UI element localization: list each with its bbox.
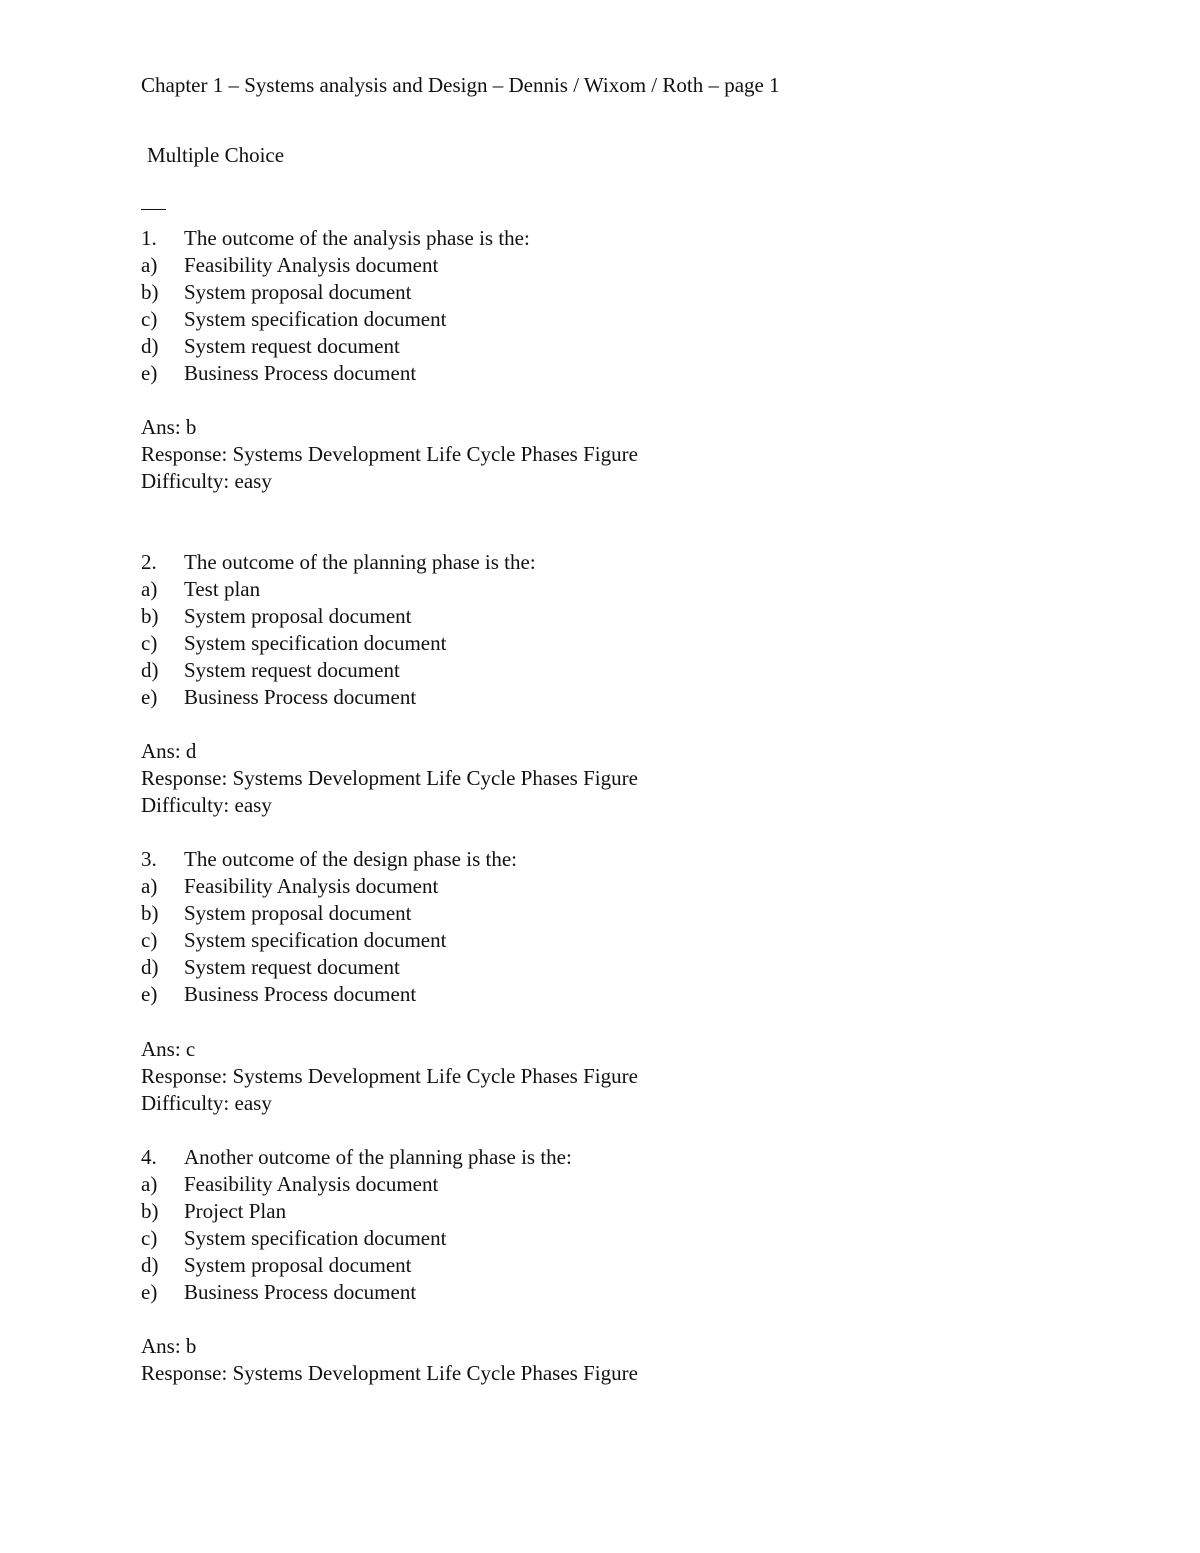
option-label: a) (141, 874, 158, 898)
question-text: The outcome of the analysis phase is the: (184, 226, 530, 250)
question-text: Another outcome of the planning phase is the: (184, 1145, 572, 1169)
option-text: Project Plan (184, 1199, 287, 1223)
option-label: b) (141, 901, 159, 925)
answer: Ans: b (141, 415, 197, 439)
option-label: c) (141, 1226, 158, 1250)
option-label: a) (141, 577, 158, 601)
option-text: Feasibility Analysis document (184, 253, 439, 277)
option-label: e) (141, 982, 158, 1006)
option-text: Business Process document (184, 361, 417, 385)
separator-rule (141, 209, 166, 210)
response: Response: Systems Development Life Cycle Phases Figure (141, 1064, 638, 1088)
question-number: 1. (141, 226, 157, 250)
question-text: The outcome of the design phase is the: (184, 847, 517, 871)
difficulty: Difficulty: easy (141, 469, 272, 493)
option-label: d) (141, 1253, 159, 1277)
option-text: System specification document (184, 631, 447, 655)
option-text: System request document (184, 658, 400, 682)
option-label: d) (141, 658, 159, 682)
option-text: Feasibility Analysis document (184, 1172, 439, 1196)
option-label: c) (141, 631, 158, 655)
section-title: Multiple Choice (147, 143, 285, 167)
question-text: The outcome of the planning phase is the: (184, 550, 536, 574)
option-text: System proposal document (184, 1253, 412, 1277)
option-label: a) (141, 1172, 158, 1196)
answer: Ans: d (141, 739, 197, 763)
response: Response: Systems Development Life Cycle Phases Figure (141, 766, 638, 790)
option-text: System specification document (184, 928, 447, 952)
option-text: Test plan (184, 577, 261, 601)
answer: Ans: c (141, 1037, 196, 1061)
option-label: b) (141, 280, 159, 304)
option-text: System proposal document (184, 280, 412, 304)
option-text: System specification document (184, 1226, 447, 1250)
answer: Ans: b (141, 1334, 197, 1358)
option-label: e) (141, 361, 158, 385)
option-text: Business Process document (184, 685, 417, 709)
question-number: 3. (141, 847, 157, 871)
option-text: System request document (184, 955, 400, 979)
option-text: Feasibility Analysis document (184, 874, 439, 898)
difficulty: Difficulty: easy (141, 1091, 272, 1115)
option-text: System request document (184, 334, 400, 358)
option-label: e) (141, 1280, 158, 1304)
option-text: Business Process document (184, 982, 417, 1006)
option-label: a) (141, 253, 158, 277)
question-number: 2. (141, 550, 157, 574)
response: Response: Systems Development Life Cycle Phases Figure (141, 442, 638, 466)
option-label: c) (141, 928, 158, 952)
option-text: Business Process document (184, 1280, 417, 1304)
option-label: d) (141, 955, 159, 979)
option-label: c) (141, 307, 158, 331)
option-label: e) (141, 685, 158, 709)
option-text: System proposal document (184, 604, 412, 628)
question-number: 4. (141, 1145, 157, 1169)
option-label: b) (141, 1199, 159, 1223)
difficulty: Difficulty: easy (141, 793, 272, 817)
option-label: b) (141, 604, 159, 628)
option-text: System proposal document (184, 901, 412, 925)
page-header: Chapter 1 – Systems analysis and Design – Dennis / Wixom / Roth – page 1 (141, 73, 780, 97)
response: Response: Systems Development Life Cycle Phases Figure (141, 1361, 638, 1385)
option-label: d) (141, 334, 159, 358)
option-text: System specification document (184, 307, 447, 331)
